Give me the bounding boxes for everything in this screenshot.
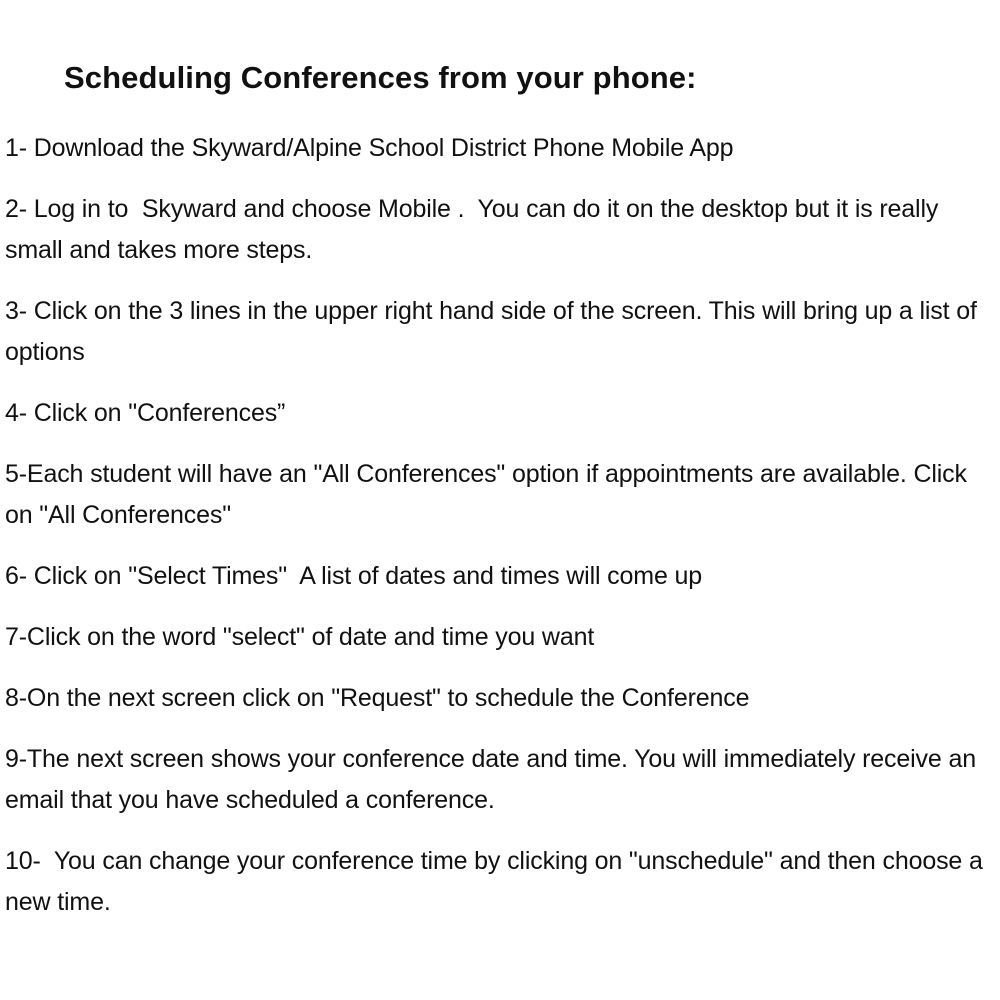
step-10: 10- You can change your conference time by clicking on "unschedule" and then choose a new time. <box>5 847 990 916</box>
step-4: 4- Click on "Conferences” <box>5 399 286 427</box>
step-6: 6- Click on "Select Times" A list of dates and times will come up <box>5 562 703 590</box>
step-9: 9-The next screen shows your conference date and time. You will immediately receive an email that you have scheduled a conference. <box>5 745 983 814</box>
step-2: 2- Log in to Skyward and choose Mobile . You can do it on the desktop but it is really small and takes more steps. <box>5 195 946 264</box>
page-title: Scheduling Conferences from your phone: <box>64 60 697 95</box>
instruction-steps <box>5 128 990 943</box>
step-3: 3- Click on the 3 lines in the upper right hand side of the screen. This will bring up a list of options <box>5 297 984 366</box>
step-8: 8-On the next screen click on "Request" to schedule the Conference <box>5 684 750 712</box>
step-7: 7-Click on the word "select" of date and time you want <box>5 623 595 651</box>
step-1: 1- Download the Skyward/Alpine School District Phone Mobile App <box>5 134 734 162</box>
step-5: 5-Each student will have an "All Conferences" option if appointments are available. Click on "All Conferences" <box>5 460 974 529</box>
